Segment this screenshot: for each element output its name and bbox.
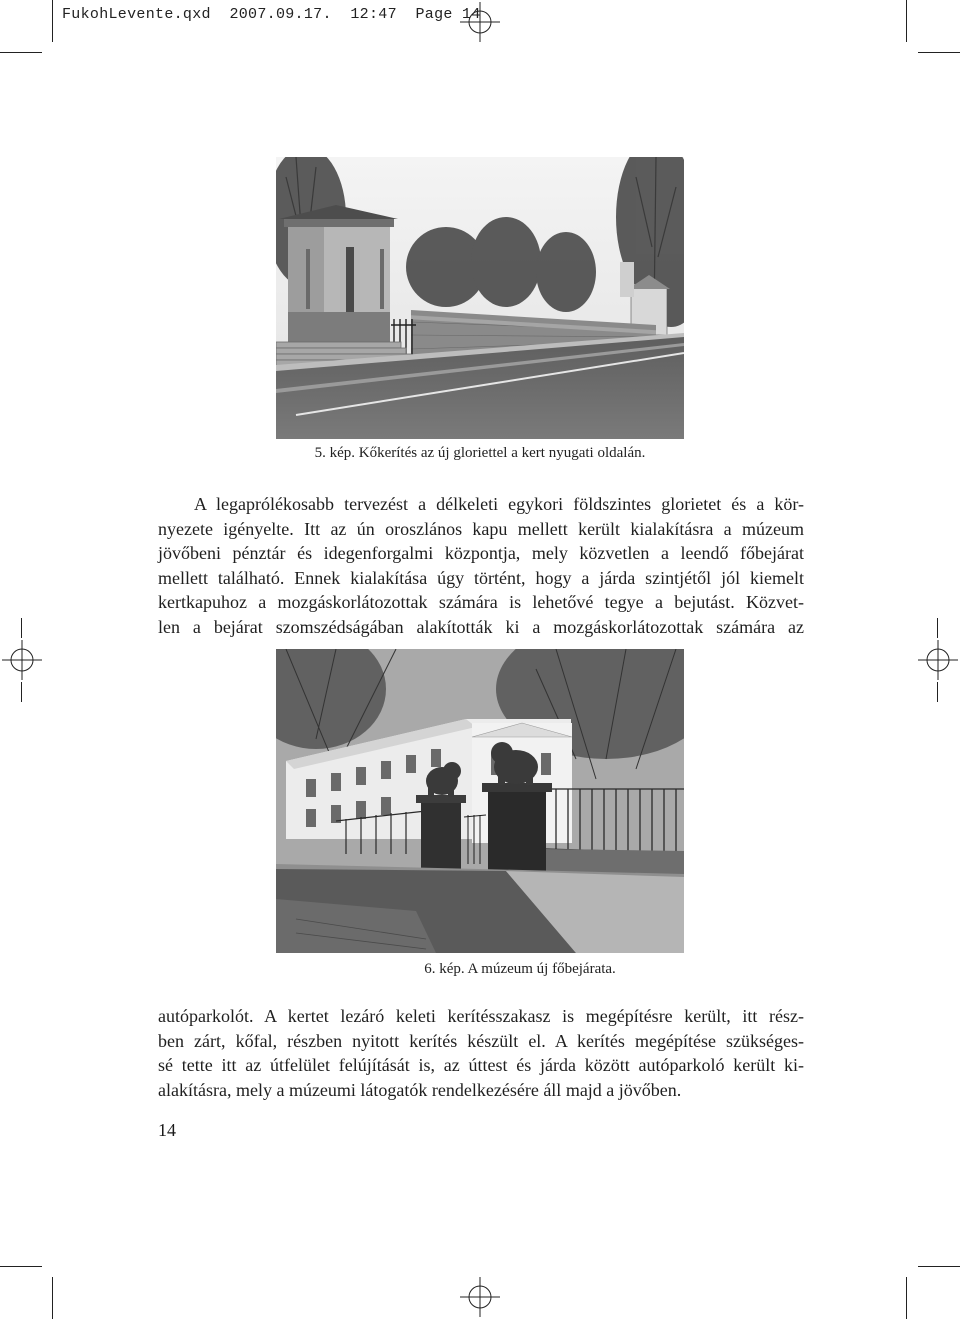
registration-tick-right-bottom: [937, 682, 938, 702]
slug-filename: FukohLevente.qxd: [62, 6, 211, 23]
registration-mark-left: [2, 640, 42, 680]
paragraph-1-line: A legaprólékosabb tervezést a délkeleti egykori földszintes glorietet és a kör-: [194, 494, 804, 514]
paragraph-1-line: kertkapuhoz a mozgáskorlátozottak számára is lehetővé tegye a bejutást. Közvet-: [158, 592, 804, 612]
paragraph-2-line: ben zárt, kőfal, részben nyitott kerítés készült el. A kerítés megépítése szükséges-: [158, 1030, 804, 1051]
slug-line: [62, 6, 481, 23]
crop-mark-top-left-h: [0, 52, 42, 53]
slug-date: 2007.09.17.: [229, 6, 332, 23]
registration-mark-right: [918, 640, 958, 680]
registration-tick-left-bottom: [21, 682, 22, 702]
crop-mark-top-right-h: [918, 52, 960, 53]
registration-mark-bottom: [460, 1277, 500, 1317]
slug-time: 12:47: [350, 6, 397, 23]
paragraph-1-line: nyezete igényelte. Itt az ún oroszlános kapu mellett került kialakításra a múzeum: [158, 518, 804, 539]
crop-mark-top-right-v: [906, 0, 907, 42]
page-number: 14: [158, 1120, 176, 1140]
crop-mark-bottom-right-v: [906, 1277, 907, 1319]
paragraph-1-line: jövőbeni pénztár és idegenforgalmi központja, mely közvetlen a leendő főbejárat: [158, 543, 804, 563]
paragraph-2-line: sé tette itt az útfelület felújítását is, az úttest és járda között autóparkoló került ki-: [158, 1055, 804, 1075]
paragraph-2-line: alakításra, mely a múzeumi látogatók rendelkezésére áll majd a jövőben.: [158, 1079, 682, 1100]
paragraph-1: [158, 492, 804, 639]
figure6-caption: 6. kép. A múzeum új főbejárata.: [424, 961, 616, 977]
crop-mark-top-left-v: [52, 0, 53, 42]
paragraph-2-line: autóparkolót. A kertet lezáró keleti kerítésszakasz is megépítésre került, itt rész-: [158, 1006, 804, 1026]
paragraph-1-line: mellett található. Ennek kialakítása úgy történt, hogy a járda szintjétől jól kiemelt: [158, 567, 804, 588]
figure5-caption: 5. kép. Kőkerítés az új gloriettel a kert nyugati oldalán.: [314, 445, 646, 461]
photo-stone-wall-gloriette: [276, 157, 684, 439]
registration-mark-top: [460, 2, 500, 42]
registration-tick-right-top: [937, 618, 938, 638]
crop-mark-bottom-left-h: [0, 1266, 42, 1267]
photo-museum-entrance-lions: [276, 649, 684, 953]
slug-page: Page 14: [415, 6, 481, 23]
registration-tick-left-top: [21, 618, 22, 638]
crop-mark-bottom-left-v: [52, 1277, 53, 1319]
paragraph-2: [158, 1004, 804, 1102]
paragraph-1-line: len a bejárat szomszédságában alakították ki a mozgáskorlátozottak számára az: [158, 616, 804, 637]
crop-mark-bottom-right-h: [918, 1266, 960, 1267]
